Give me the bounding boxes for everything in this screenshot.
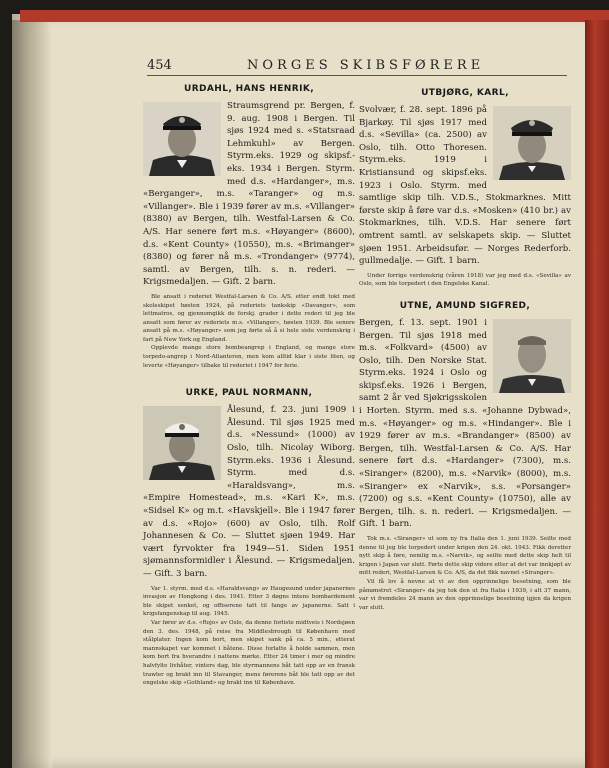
portrait-photo-urdahl <box>143 102 221 176</box>
entry-urdahl <box>143 84 355 370</box>
entry-bio: Bergen, f. 13. sept. 1901 i Bergen. Til sjøs 1918 med m.s. «Folkvard» (4500) av Oslo, tilh. Den Norske Stat. Styrm.eks. 1924 i Oslo og skipsf.eks. 1926 i Bergen, samt 2 år ved Sjøkrigsskolen i Horten. Styrm. med s.s. «Johanne Dybwad», m.s. «Høyanger» og m.s. «Hindanger». Ble i 1929 fører av m.s. «Brandanger» (8500) av Bergen, tilh. Westfal-Larsen & Co. A/S. Har senere ført d.s. «Hardanger» (7300), m.s. «Siranger» (8200), m.s. «Narvik» (8000), m.s. «Siranger» ex «Narvik», s.s. «Porsanger» (7200) og s.s. «Kent County» (10750), alle av Bergen, tilh. s. n. rederi. — Krigsmedaljen. — Gift. 1 barn. <box>359 317 571 530</box>
book-cover-top-edge <box>20 10 609 22</box>
portrait-photo-utne <box>493 319 571 393</box>
running-title: NORGES SKIBSFØRERE <box>247 58 485 73</box>
entry-note: Vil få lov å nevne at vi av den opprinnelige besetning, som ble påmønstret «Siranger» da jeg tok den ut fra Italia i 1939, i alt 37 mann, var vi fremdeles 24 mann av den opprinnelige besetning igjen da krigen var slutt. <box>359 578 571 611</box>
entry-name: URDAHL, HANS HENRIK, <box>183 84 315 94</box>
right-column <box>359 58 571 612</box>
entry-note: Ble ansatt i rederiet Westfal-Larsen & Co. A/S. etter endt tokt med skoleskipet høsten 1924, på rederiets tankskip «Davanger», som lettmatros, og gjennomgikk de forskj. grader i dette rederi til jeg ble ansatt som fører av rederiets m.s. «Villanger», høsten 1939. Ble senere ansatt på m.s. «Høyanger» som jeg førte så å si hele siste verdenskrig i fart på New York og England. <box>143 293 355 343</box>
page-number: 454 <box>147 58 172 73</box>
entry-bio: Svolvær, f. 28. sept. 1896 på Bjarkøy. Til sjøs 1917 med d.s. «Sevilla» (ca. 2500) av Oslo, tilh. Otto Thoresen. Styrm.eks. 1919 i Kristiansund og skipsf.eks. 1923 i Oslo. Styrm. med samtlige skip tilh. V.D.S., Stokmarknes. Mitt første skip å føre var d.s. «Mosken» (410 br.) av Stokmarknes, tilh. V.D.S. Har senere ført omtrent samtl. av selskapets skip. — Sluttet sjøen 1951. Arbeidsufør. — Norges Rederforb. gullmedalje. — Gift. 1 barn. <box>359 105 571 267</box>
entry-name: UTBJØRG, KARL, <box>421 88 509 98</box>
entry-name: UTNE, AMUND SIGFRED, <box>399 300 531 311</box>
entry-bio: Ålesund, f. 23. juni 1909 i Ålesund. Til sjøs 1925 med d.s. «Nessund» (1000) av Oslo, tilh. Nicolay Wiborg. Styrm.eks. 1936 i Ålesund. Styrm. med d.s. «Haraldsvang», m.s. «Empire Homestead», m.s. «Kari K», m.s. «Sidsel K» og m.t. «Havskjell». Ble i 1947 fører av d.s. «Rojo» (600) av Oslo, tilh. Rolf Johannesen & Co. — Sluttet sjøen 1949. Har vært fyrvokter fra 1949—51. Siden 1951 sjømannsformidler i Ålesund. — Krigsmedaljen. — Gift. 3 barn. <box>143 405 355 579</box>
entry-urke <box>143 388 355 687</box>
entry-name: URKE, PAUL NORMANN, <box>185 388 313 399</box>
book-spine-shadow <box>12 20 52 768</box>
portrait-photo-urke <box>143 406 221 480</box>
entry-note: Var fører av d.s. «Rojo» av Oslo, da denne forliste midtveis i Nordsjøen den 3. des. 1948, på reise fra Middlesbrough til København med stålplater. Ingen kom bort, men skipet sank på ca. 5 min., etterat mannskapet var kommet i båtene. Disse forlatte å holde sammen, men kom bort fra hverandre i nattens mørke. Etter 24 timer i mer og mindre halvfylte livbåter, vinters dag, ble styrmannens båt tatt opp av en fransk trawler og brakt inn til Stavanger, mens førerens båt ble tatt opp av det engelske skip «Gothland» og brakt inn til København. <box>143 619 355 687</box>
entry-note: Opplevde mange store bombeangrep i England, og mange store torpedo-angrep i Nord-Atlanteren, men kom alltid klar i siste liten, og leverte «Høyanger» tilbake til rederiet i 1947 for ferie. <box>143 345 355 369</box>
left-column <box>143 84 355 688</box>
entry-note: Under forrige verdenskrig (våren 1918) var jeg med d.s. «Sevilla» av Oslo, som ble torpedert i den Engelske Kanal. <box>359 272 571 288</box>
portrait-photo-utbjorg <box>493 106 571 180</box>
book-cover-right-edge <box>585 20 609 768</box>
entry-note: Var 1. styrm. med d.s. «Haraldsvang» av Haugesund under japanernes invasjon av Hongkong i des. 1941. Etter 3 døgns intens bombardement ble skipet senket, og offiserene tatt til fange av japanerne. Satt i krigsfangenskap til aug. 1945. <box>143 585 355 618</box>
entry-bio: Straumsgrend pr. Bergen, f. 9. aug. 1908 i Bergen. Til sjøs 1924 med s. «Statsraad Lehmkuhl» av Bergen. Styrm.eks. 1929 og skipsf.-eks. 1934 i Bergen. Styrm. med d.s. «Hardanger», m.s. «Berganger», m.s. «Taranger» og m.s. «Villanger». Ble i 1939 fører av m.s. «Villanger» (8380) av Bergen, tilh. Westfal-Larsen & Co. A/S. Har senere ført m.s. «Høyanger» (8600), d.s. «Kent County» (10550), m.s. «Brimanger» (8380) og fører nå m.s. «Trondanger» (9774), samtl. av Bergen, tilh. s. n. rederi. — Krigsmedaljen. — Gift. 2 barn. <box>143 101 355 288</box>
entry-note: Tok m.s. «Siranger» ut som ny fra Italia den 1. juni 1939. Seilte med denne til jeg ble torpedert under krigen den 24. okt. 1943. Fikk deretter nytt skip å føre, nemlig m.s. «Narvik», og seilte med dette skip helt til krigen i Japan var slutt. Førte dette skip videre etter at det var innkjøpt av mitt rederi, Westfal-Larsen & Co. A/S, da det fikk navnet «Siranger». <box>359 536 571 577</box>
entry-utbjorg <box>359 88 571 289</box>
entry-utne <box>359 301 571 612</box>
